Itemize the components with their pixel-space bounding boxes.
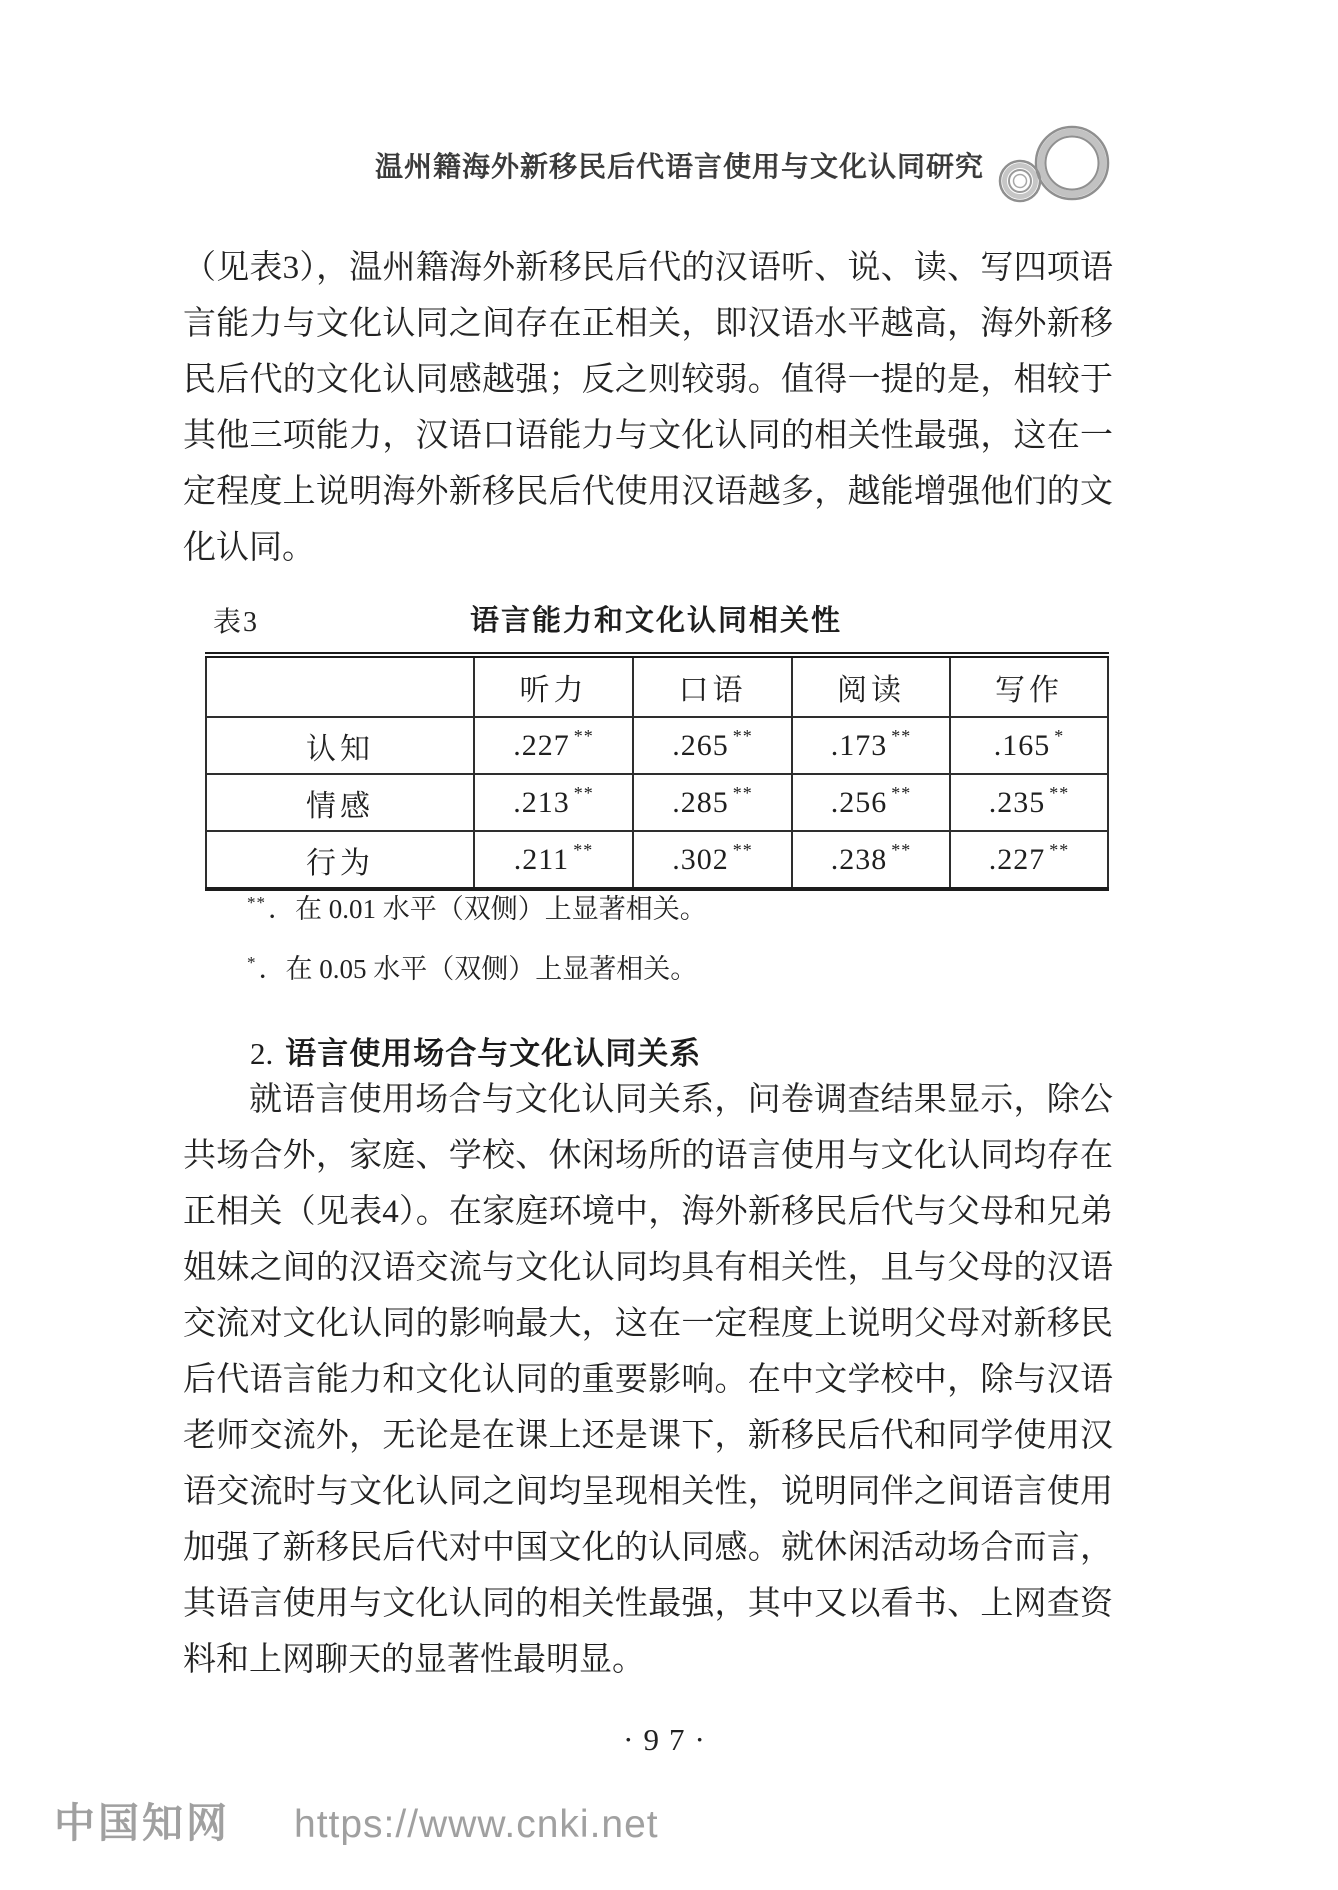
table-label: 表3 xyxy=(213,607,260,638)
table-cell xyxy=(633,831,792,889)
section-heading xyxy=(250,1028,701,1073)
cell-significance: ** xyxy=(891,839,912,860)
cnki-url: https://www.cnki.net xyxy=(294,1803,659,1846)
row-label: 行为 xyxy=(206,831,474,889)
col-header-reading: 阅读 xyxy=(792,655,950,717)
table-cell xyxy=(792,774,950,831)
rings-logo-icon xyxy=(996,122,1114,208)
table-cell xyxy=(950,774,1108,831)
table-cell xyxy=(474,831,633,889)
cell-value: .256 xyxy=(830,785,888,819)
row-label: 认知 xyxy=(206,717,474,774)
cnki-brand: 中国知网 xyxy=(54,1800,230,1846)
table-title: 语言能力和文化认同相关性 xyxy=(469,605,842,637)
body-paragraph-1: （见表3），温州籍海外新移民后代的汉语听、说、读、写四项语言能力与文化认同之间存在正相关，即汉语水平越高，海外新移民后代的文化认同感越强；反之则较弱。值得一提的是，相较于其他三项能力，汉语口语能力与文化认同的相关性最强，这在一定程度上说明海外新移民后代使用汉语越多，越能增强他们的文化认同。 xyxy=(183,250,1113,566)
cell-significance: * xyxy=(1054,725,1065,746)
cell-value: .302 xyxy=(672,842,729,876)
table-cell xyxy=(474,717,633,774)
cell-significance: ** xyxy=(891,725,912,746)
table-cell xyxy=(792,831,950,889)
table-row-cognition xyxy=(206,717,1108,774)
table-caption xyxy=(205,598,1107,644)
section-number: 2. xyxy=(250,1036,274,1071)
cell-value: .227 xyxy=(988,842,1046,876)
running-head-title: 温州籍海外新移民后代语言使用与文化认同研究 xyxy=(374,151,984,182)
cell-value: .235 xyxy=(988,785,1046,819)
cell-significance: ** xyxy=(732,839,753,860)
correlation-table xyxy=(205,652,1109,891)
cell-value: .165 xyxy=(993,728,1051,762)
section-title: 语言使用场合与文化认同关系 xyxy=(285,1036,702,1071)
table-cell xyxy=(474,774,633,831)
cell-significance: ** xyxy=(732,782,753,803)
cell-significance: ** xyxy=(891,782,912,803)
page-number: ·97· xyxy=(623,1722,715,1757)
table-cell xyxy=(950,717,1108,774)
col-header-writing: 写作 xyxy=(950,655,1108,717)
footnote-marker: ** xyxy=(247,893,266,912)
footnote-marker: * xyxy=(247,953,257,972)
col-header-speaking: 口语 xyxy=(633,655,792,717)
running-head xyxy=(375,122,1114,208)
cnki-watermark xyxy=(54,1790,659,1849)
cell-value: .213 xyxy=(513,785,570,819)
table-row-behavior xyxy=(206,831,1108,889)
col-header-listening: 听力 xyxy=(474,655,633,717)
cell-significance: ** xyxy=(1049,839,1070,860)
footnote-005 xyxy=(247,946,707,986)
cell-significance: ** xyxy=(1049,782,1070,803)
cell-value: .265 xyxy=(672,728,729,762)
table-row-affection xyxy=(206,774,1108,831)
cell-significance: ** xyxy=(573,839,594,860)
table-cell xyxy=(633,774,792,831)
table-footnotes xyxy=(247,886,707,1006)
row-label: 情感 xyxy=(206,774,474,831)
cell-significance: ** xyxy=(732,725,753,746)
footnote-text: ．在 0.01 水平（双侧）上显著相关。 xyxy=(268,894,707,924)
table-header-row xyxy=(206,655,1108,717)
table-cell xyxy=(792,717,950,774)
cell-value: .285 xyxy=(672,785,729,819)
cell-value: .173 xyxy=(830,728,888,762)
footnote-001 xyxy=(247,886,707,926)
cell-value: .227 xyxy=(513,728,570,762)
cell-significance: ** xyxy=(573,782,594,803)
body-paragraph-2: 就语言使用场合与文化认同关系，问卷调查结果显示，除公共场合外，家庭、学校、休闲场所的语言使用与文化认同均存在正相关（见表4）。在家庭环境中，海外新移民后代与父母和兄弟姐妹之间的汉语交流与文化认同均具有相关性，且与父母的汉语交流对文化认同的影响最大，这在一定程度上说明父母对新移民后代语言能力和文化认同的重要影响。在中文学校中，除与汉语老师交流外，无论是在课上还是课下，新移民后代和同学使用汉语交流时与文化认同之间均呈现相关性，说明同伴之间语言使用加强了新移民后代对中国文化的认同感。就休闲活动场合而言，其语言使用与文化认同的相关性最强，其中又以看书、上网查资料和上网聊天的显著性最明显。 xyxy=(183,1082,1113,1678)
cell-value: .238 xyxy=(830,842,888,876)
table-cell xyxy=(633,717,792,774)
table-corner-cell xyxy=(206,655,474,717)
footnote-text: ．在 0.05 水平（双侧）上显著相关。 xyxy=(258,954,698,984)
cell-significance: ** xyxy=(573,725,594,746)
table-cell xyxy=(950,831,1108,889)
cell-value: .211 xyxy=(513,842,570,876)
